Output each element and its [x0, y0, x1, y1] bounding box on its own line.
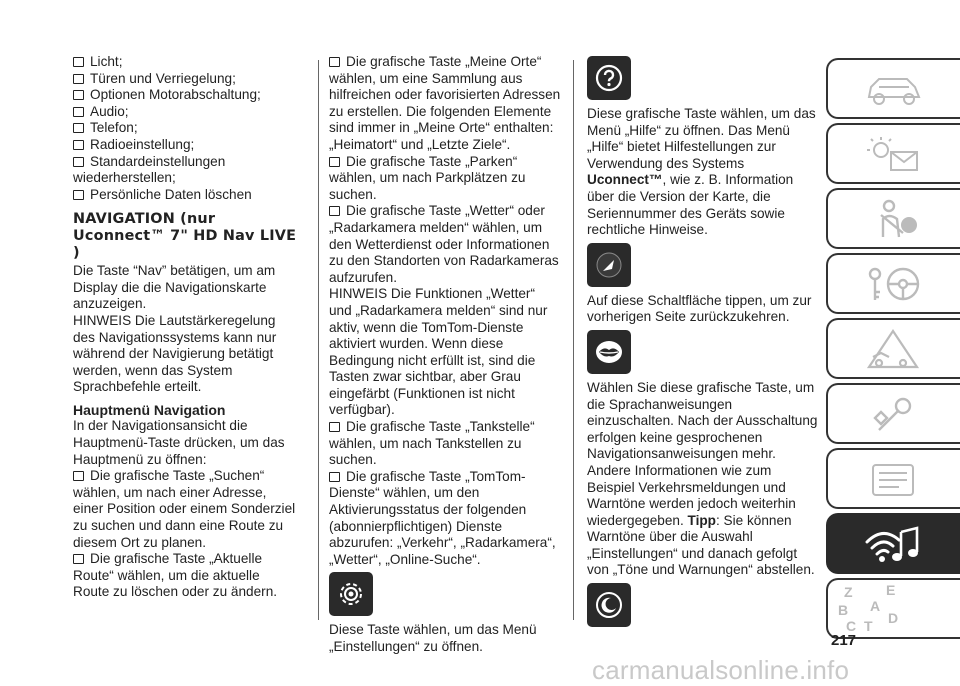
column-divider — [318, 60, 319, 620]
voice-text-before: Wählen Sie diese grafische Taste, um die Sprachanweisungen einzuschalten. Nach der Ausschaltung erfolgen keine gesprochenen Navigationsanweisungen mehr. Andere Informationen wie zum Beispiel Verkehrsmeldungen und Warntöne werden jedoch weiterhin wiedergegeben. — [587, 379, 818, 528]
help-text-after: , wie z. B. Information über die Version der Karte, die Seriennummer des Geräts sowie rechtliche Hinweise. — [587, 172, 794, 238]
column-divider — [573, 60, 574, 620]
list-item: Standardeinstellungen — [73, 154, 298, 171]
index-letter: Z — [844, 584, 853, 600]
seatbelt-person-icon — [859, 197, 929, 241]
page-number: 217 — [831, 632, 857, 649]
list-item: Optionen Motorabschaltung; — [73, 87, 298, 104]
watermark: carmanualsonline.info — [592, 655, 850, 685]
key-steering-wheel-icon — [859, 262, 929, 306]
list-item: Türen und Verriegelung; — [73, 71, 298, 88]
subsection-heading: Hauptmenü Navigation — [73, 401, 226, 418]
column-1 — [73, 54, 298, 601]
index-letter: T — [864, 618, 873, 634]
list-item: Die grafische Taste „Aktuelle Route“ wählen, um die aktuelle Route zu löschen oder zu ändern. — [73, 551, 298, 601]
list-item: Die grafische Taste „Meine Orte“ wählen, um eine Sammlung aus hilfreichen oder favorisierten Adressen zu erstellen. Die folgenden Elemente sind immer in „Meine Orte“ enthalten: „Heimatort“ und „Letzte Ziele“. — [329, 54, 561, 152]
help-question-icon — [587, 56, 631, 100]
warning-triangle-icon — [859, 327, 929, 371]
technical-data-icon — [859, 457, 929, 501]
list-item: Persönliche Daten löschen — [73, 187, 298, 204]
light-envelope-icon — [859, 132, 929, 176]
back-arrow-icon — [587, 243, 631, 287]
list-item: Die grafische Taste „Tankstelle“ wählen, um nach Tankstellen zu suchen. — [329, 419, 561, 469]
paragraph: HINWEIS Die Lautstärkeregelung des Navigationssystems kann nur während der Navigierung betätigt werden, wenn das System Sprachbefehle erteilt. — [73, 312, 277, 395]
tip-label: Tipp — [687, 512, 716, 528]
section-heading: NAVIGATION (nur Uconnect™ 7" HD Nav LIVE ) — [73, 211, 297, 261]
paragraph — [587, 106, 819, 239]
paragraph: Diese Taste wählen, um das Menü „Einstellungen“ zu öffnen. — [329, 622, 537, 654]
night-moon-icon — [587, 583, 631, 627]
list-item: Die grafische Taste „Wetter“ oder „Radarkamera melden“ wählen, um den Wetterdienst oder Informationen zu den Standorten von Radarkameras aufzurufen. — [329, 203, 561, 286]
tab-starting-driving[interactable] — [826, 253, 960, 314]
list-item: Licht; — [73, 54, 298, 71]
list-item: Audio; — [73, 104, 298, 121]
tab-technical-data[interactable] — [826, 448, 960, 509]
list-item: Die grafische Taste „TomTom-Dienste“ wählen, um den Aktivierungsstatus der folgenden (abonnierpflichtigen) Dienste abzurufen: „Verkehr“, „Radarkamera“, „Wetter“, „Online-Suche“. — [329, 469, 561, 569]
paragraph: Die Taste “Nav” betätigen, um am Display die die Navigationskarte anzuzeigen. — [73, 263, 276, 312]
list-item: Die grafische Taste „Suchen“ wählen, um nach einer Adresse, einer Position oder einem Sonderziel zu suchen und dann eine Route zu diesem Ort zu planen. — [73, 468, 298, 551]
settings-gear-icon — [329, 572, 373, 616]
list-item: Die grafische Taste „Parken“ wählen, um nach Parkplätzen zu suchen. — [329, 154, 561, 204]
list-item-continuation: wiederherstellen; — [73, 170, 176, 186]
chapter-tabs — [826, 58, 960, 643]
paragraph: Auf diese Schaltfläche tippen, um zur vorherigen Seite zurückzukehren. — [587, 292, 812, 325]
index-letter: B — [838, 602, 849, 618]
help-text-before: Diese grafische Taste wählen, um das Menü „Hilfe“ zu öffnen. Das Menü „Hilfe“ bietet Hilfestellungen zur Verwendung des Systems — [587, 106, 816, 171]
column-2 — [329, 54, 561, 656]
tab-index[interactable] — [826, 578, 960, 639]
paragraph — [587, 380, 819, 579]
paragraph: In der Navigationsansicht die Hauptmenü-Taste drücken, um das Hauptmenü zu öffnen: — [73, 418, 285, 467]
paragraph: HINWEIS Die Funktionen „Wetter“ und „Radarkamera melden“ sind nur aktiv, wenn die TomTom-Dienste aktiviert wurden. Wenn diese Bedingung nicht erfüllt ist, sind die Tasten zwar sichtbar, aber Grau eingefärbt (Funktionen ist nicht verfügbar). — [329, 286, 548, 418]
column-3 — [587, 54, 819, 633]
index-letter: C — [846, 618, 857, 634]
list-item: Radioeinstellung; — [73, 137, 298, 154]
tab-vehicle[interactable] — [826, 58, 960, 119]
voice-text-after: : Sie können Warntöne über die Auswahl „Einstellungen“ und danach gefolgt von „Töne und Warnungen“ abstellen. — [587, 512, 815, 578]
index-letter: A — [870, 598, 881, 614]
tab-maintenance[interactable] — [826, 383, 960, 444]
help-text-bold: Uconnect™ — [587, 172, 663, 188]
tab-dashboard[interactable] — [826, 123, 960, 184]
car-icon — [859, 69, 929, 109]
tab-safety[interactable] — [826, 188, 960, 249]
list-item: Telefon; — [73, 120, 298, 137]
tab-multimedia[interactable] — [826, 513, 960, 574]
wrench-car-icon — [859, 392, 929, 436]
tab-emergency[interactable] — [826, 318, 960, 379]
voice-lips-icon — [587, 330, 631, 374]
wifi-music-note-icon — [859, 520, 929, 568]
index-letter: E — [886, 582, 896, 598]
index-letter: D — [888, 610, 899, 626]
